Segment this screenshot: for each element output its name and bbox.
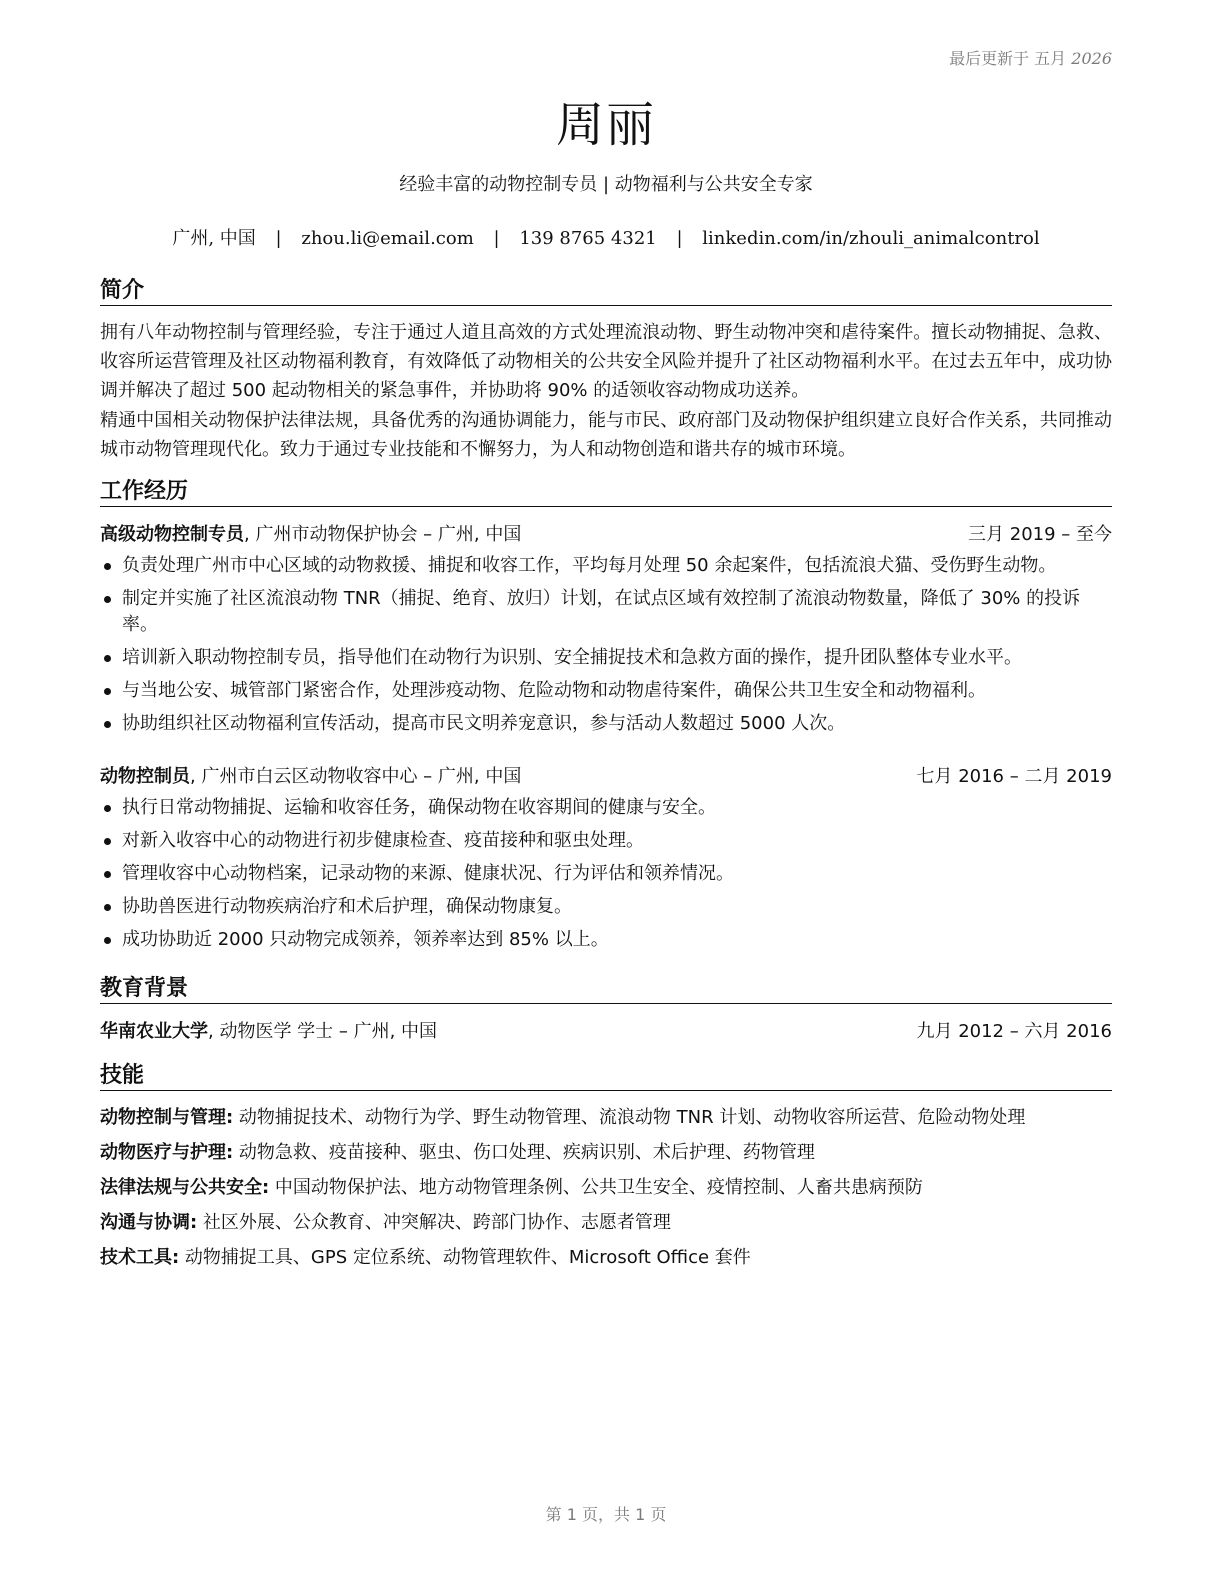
job-bullet: 协助组织社区动物福利宣传活动，提高市民文明养宠意识，参与活动人数超过 5000 人次。: [100, 711, 1112, 737]
last-updated-year: 2026: [1071, 49, 1112, 68]
education-school: 华南农业大学: [100, 1021, 208, 1042]
page-footer: 第 1 页，共 1 页: [545, 1505, 667, 1524]
summary-paragraph: 拥有八年动物控制与管理经验，专注于通过人道且高效的方式处理流浪动物、野生动物冲突和虐待案件。擅长动物捕捉、急救、收容所运营管理及社区动物福利教育，有效降低了动物相关的公共安全风险并提升了社区动物福利水平。在过去五年中，成功协调并解决了超过 500 起动物相关的紧急事件，并协助将 90% 的适领收容动物成功送养。: [100, 322, 1112, 401]
last-updated: [949, 46, 1112, 69]
skill-row: [100, 1175, 1112, 1201]
job-bullet: 培训新入职动物控制专员，指导他们在动物行为识别、安全捕捉技术和急救方面的操作，提升团队整体专业水平。: [100, 645, 1112, 671]
section-title-education: 教育背景: [100, 976, 1112, 1004]
skill-label: 法律法规与公共安全:: [100, 1177, 270, 1198]
job-bullet: 制定并实施了社区流浪动物 TNR（捕捉、绝育、放归）计划，在试点区域有效控制了流浪动物数量，降低了 30% 的投诉率。: [100, 586, 1112, 638]
skill-row: [100, 1105, 1112, 1131]
job-role: 动物控制员: [100, 766, 190, 787]
education-entry: [100, 1019, 1112, 1045]
last-updated-month: 五月: [1034, 49, 1067, 68]
job-bullet: 对新入收容中心的动物进行初步健康检查、疫苗接种和驱虫处理。: [100, 828, 1112, 854]
section-title-summary: 简介: [100, 278, 1112, 306]
resume-page: [100, 0, 1112, 1584]
section-title-skills: 技能: [100, 1063, 1112, 1091]
skill-value: 社区外展、公众教育、冲突解决、跨部门协作、志愿者管理: [197, 1212, 671, 1233]
job-bullets: [100, 553, 1112, 744]
summary-paragraph: 精通中国相关动物保护法律法规，具备优秀的沟通协调能力，能与市民、政府部门及动物保护组织建立良好合作关系，共同推动城市动物管理现代化。致力于通过专业技能和不懈努力，为人和动物创造和谐共存的城市环境。: [100, 410, 1112, 460]
job-org: , 广州市白云区动物收容中心 – 广州, 中国: [190, 766, 522, 787]
job-header: [100, 522, 1112, 548]
skill-row: [100, 1140, 1112, 1166]
job-bullets: [100, 795, 1112, 960]
education-dates: 九月 2012 – 六月 2016: [916, 1021, 1112, 1042]
job-bullet: 执行日常动物捕捉、运输和收容任务，确保动物在收容期间的健康与安全。: [100, 795, 1112, 821]
skill-label: 动物控制与管理:: [100, 1107, 234, 1128]
skill-row: [100, 1210, 1112, 1236]
skill-value: 动物捕捉技术、动物行为学、野生动物管理、流浪动物 TNR 计划、动物收容所运营、危险动物处理: [233, 1107, 1026, 1128]
candidate-headline: 经验丰富的动物控制专员 | 动物福利与公共安全专家: [399, 174, 813, 195]
job-bullet: 与当地公安、城管部门紧密合作，处理涉疫动物、危险动物和动物虐待案件，确保公共卫生安全和动物福利。: [100, 678, 1112, 704]
job-header: [100, 764, 1112, 790]
skill-value: 动物急救、疫苗接种、驱虫、伤口处理、疾病识别、术后护理、药物管理: [233, 1142, 815, 1163]
job-bullet: 协助兽医进行动物疾病治疗和术后护理，确保动物康复。: [100, 894, 1112, 920]
contact-separator: |: [493, 228, 500, 249]
job-org: , 广州市动物保护协会 – 广州, 中国: [244, 524, 522, 545]
contact-separator: |: [676, 228, 683, 249]
contact-separator: |: [275, 228, 282, 249]
job-bullet: 成功协助近 2000 只动物完成领养，领养率达到 85% 以上。: [100, 927, 1112, 953]
skill-row: [100, 1245, 1112, 1271]
contact-linkedin[interactable]: linkedin.com/in/zhouli_animalcontrol: [702, 228, 1040, 249]
job-dates: 三月 2019 – 至今: [968, 524, 1112, 545]
job-bullet: 管理收容中心动物档案，记录动物的来源、健康状况、行为评估和领养情况。: [100, 861, 1112, 887]
candidate-name: 周丽: [555, 97, 656, 153]
contact-location: 广州, 中国: [172, 228, 256, 249]
skill-value: 动物捕捉工具、GPS 定位系统、动物管理软件、Microsoft Office 套件: [179, 1247, 751, 1268]
contact-line: [100, 224, 1112, 250]
contact-email[interactable]: zhou.li@email.com: [301, 228, 474, 249]
skill-label: 动物医疗与护理:: [100, 1142, 234, 1163]
skill-value: 中国动物保护法、地方动物管理条例、公共卫生安全、疫情控制、人畜共患病预防: [269, 1177, 923, 1198]
skill-label: 技术工具:: [100, 1247, 180, 1268]
skill-label: 沟通与协调:: [100, 1212, 198, 1233]
last-updated-prefix: 最后更新于: [949, 49, 1030, 68]
education-detail: , 动物医学 学士 – 广州, 中国: [208, 1021, 438, 1042]
job-role: 高级动物控制专员: [100, 524, 244, 545]
contact-phone: 139 8765 4321: [519, 228, 657, 249]
section-title-experience: 工作经历: [100, 479, 1112, 507]
job-bullet: 负责处理广州市中心区域的动物救援、捕捉和收容工作，平均每月处理 50 余起案件，包括流浪犬猫、受伤野生动物。: [100, 553, 1112, 579]
job-dates: 七月 2016 – 二月 2019: [916, 766, 1112, 787]
